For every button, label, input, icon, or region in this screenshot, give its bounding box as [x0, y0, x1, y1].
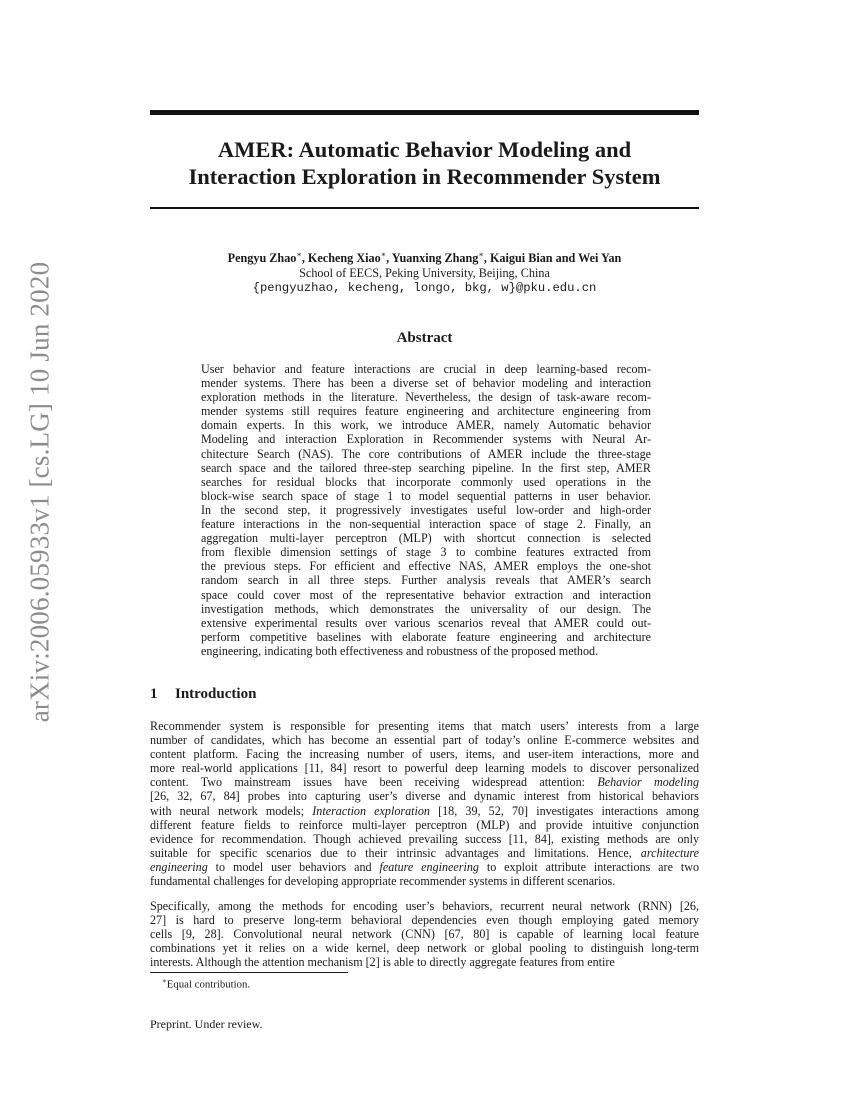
text-line: 27] is hard to preserve long-term behavioral dependencies even though employing gated memory: [150, 913, 699, 928]
text-line: extensive experimental results over various scenarios reveal that AMER could out-: [201, 615, 651, 630]
text-line: feature interactions in the non-sequential interaction space of stage 2. Finally, an: [201, 517, 651, 532]
text-line: In the second step, it progressively investigates useful low-order and high-order: [201, 502, 651, 517]
text-run: more real-world applications [11, 84] resort to powerful deep learning models to discover personalized: [150, 761, 699, 776]
text-line: [150, 818, 699, 832]
text-line: engineering, indicating both effectiveness and robustness of the proposed method.: [201, 643, 599, 658]
title-line: AMER: Automatic Behavior Modeling and: [217, 137, 632, 162]
arxiv-identifier: arXiv:2006.05933v1 [cs.LG] 10 Jun 2020: [24, 261, 55, 723]
author-name: Pengyu Zhao: [227, 251, 297, 266]
text-line: [150, 874, 699, 888]
text-run: number of candidates, which has become an essential part of today’s online E-commerce websites and: [150, 733, 699, 748]
text-run: fundamental challenges for developing appropriate recommender systems in different scenarios.: [150, 874, 616, 889]
text-run: different feature fields to reinforce multi-layer perceptron (MLP) and provide intuitive conjunction: [150, 817, 699, 832]
text-line: interests. Although the attention mechanism [2] is able to directly aggregate features from entire: [150, 955, 615, 970]
text-line: [150, 761, 699, 775]
footnote-text: Equal contribution.: [166, 978, 251, 991]
text-line: mender systems still requires feature engineering and architecture engineering from: [201, 404, 651, 419]
text-run: to exploit attribute interactions are two: [478, 859, 699, 874]
text-line: aggregation multi-layer perceptron (MLP) with shortcut connection is selected: [201, 531, 651, 546]
text-line: exploration methods in the literature. Nevertheless, the design of task-aware recom-: [201, 390, 651, 405]
text-line: Modeling and interaction Exploration in Recommender systems with Neural Ar-: [201, 432, 651, 447]
text-line: [150, 846, 699, 860]
text-line: searches for residual blocks that incorporate commonly used operations in the: [201, 474, 651, 489]
text-line: search space and the tailored three-step searching pipeline. In the first step, AMER: [201, 460, 651, 475]
equal-contribution-mark: ∗: [296, 250, 302, 259]
text-run: to model user behaviors and: [207, 859, 380, 874]
intro-paragraph: [150, 719, 699, 888]
emphasized-term: feature engineering: [379, 859, 479, 874]
title-bottom-rule: [150, 207, 699, 209]
section-number: 1: [150, 686, 158, 702]
emphasized-term: architecture: [640, 845, 699, 860]
abstract-text: [201, 362, 651, 658]
text-run: [26, 32, 67, 84] probes into capturing user’s diverse and dynamic interest from historical behaviors: [150, 789, 699, 804]
text-line: from flexible dimension settings of stage 3 to combine features extracted from: [201, 545, 651, 560]
text-line: [150, 860, 699, 874]
paper-title: [150, 136, 699, 190]
footnote-rule: [150, 972, 348, 973]
title-top-rule: [150, 110, 699, 115]
title-line: Interaction Exploration in Recommender System: [188, 164, 661, 189]
author-name: Kaigui Bian and Wei Yan: [489, 251, 622, 266]
text-run: [18, 39, 52, 70] investigates interactions among: [429, 803, 699, 818]
text-line: investigation methods, which demonstrates the universality of our design. The: [201, 601, 651, 616]
emphasized-term: Interaction exploration: [312, 803, 430, 818]
text-line: User behavior and feature interactions are crucial in deep learning-based recom-: [201, 362, 651, 376]
intro-paragraph: [150, 899, 699, 969]
text-line: [150, 832, 699, 846]
text-line: domain experts. In this work, we introduce AMER, namely Automatic behavior: [201, 418, 651, 433]
emphasized-term: Behavior modeling: [597, 775, 699, 790]
text-line: [150, 804, 699, 818]
text-line: [150, 719, 699, 733]
preprint-notice: Preprint. Under review.: [150, 1017, 263, 1031]
author-affiliation: School of EECS, Peking University, Beijing, China: [299, 266, 550, 281]
text-line: random search in all three steps. Further analysis reveals that AMER’s search: [201, 573, 651, 588]
author-name: Kecheng Xiao: [307, 251, 381, 266]
text-run: suitable for specific scenarios due to their intrinsic advantages and limitations. Hence,: [150, 845, 641, 860]
text-run: evidence for recommendation. Though achieved prevailing success [11, 84], existing methods are only: [150, 831, 699, 846]
section-title: Introduction: [175, 686, 257, 702]
text-line: space could cover most of the representative behavior extraction and interaction: [201, 587, 651, 602]
footnote: [162, 977, 250, 991]
author-name: Yuanxing Zhang: [391, 251, 479, 266]
equal-contribution-mark: ∗: [478, 250, 484, 259]
text-line: [150, 747, 699, 761]
text-line: [150, 775, 699, 789]
text-line: chitecture Search (NAS). The core contributions of AMER include the three-stage: [201, 446, 651, 461]
equal-contribution-mark: ∗: [380, 250, 387, 259]
author-names: Pengyu Zhao∗, Kecheng Xiao∗, Yuanxing Zhang∗, Kaigui Bian and Wei Yan: [227, 250, 622, 266]
text-line: combinations yet it relies on a wide kernel, deep network or global pooling to distinguish long-term: [150, 941, 699, 956]
text-line: cells [9, 28]. Convolutional neural network (CNN) [67, 80] is capable of learning local feature: [150, 927, 699, 942]
author-emails: {pengyuzhao, kecheng, longo, bkg, w}@pku.edu.cn: [252, 281, 597, 296]
emphasized-term: engineering: [150, 859, 208, 874]
text-run: content. Two mainstream issues have been receiving widespread attention:: [150, 775, 598, 790]
section-heading: [150, 686, 256, 703]
author-block: [150, 247, 699, 296]
text-line: [150, 733, 699, 747]
abstract-heading: Abstract: [396, 330, 453, 346]
footnote-mark: ∗: [162, 977, 167, 985]
text-line: mender systems. There has been a diverse set of behavior modeling and interaction: [201, 376, 651, 391]
text-run: Recommender system is responsible for presenting items that match users’ interests from a large: [150, 719, 699, 733]
text-run: content platform. Facing the increasing number of users, items, and user-item interactions, more and: [150, 747, 699, 762]
text-line: Specifically, among the methods for encoding user’s behaviors, recurrent neural network (RNN) [26,: [150, 899, 699, 913]
text-line: the previous steps. For efficient and effective NAS, AMER employs the one-shot: [201, 559, 651, 574]
text-line: perform competitive baselines with elaborate feature engineering and architecture: [201, 629, 651, 644]
text-run: with neural network models;: [150, 803, 313, 818]
text-line: block-wise search space of stage 1 to model sequential patterns in user behavior.: [201, 488, 651, 503]
text-line: [150, 789, 699, 803]
